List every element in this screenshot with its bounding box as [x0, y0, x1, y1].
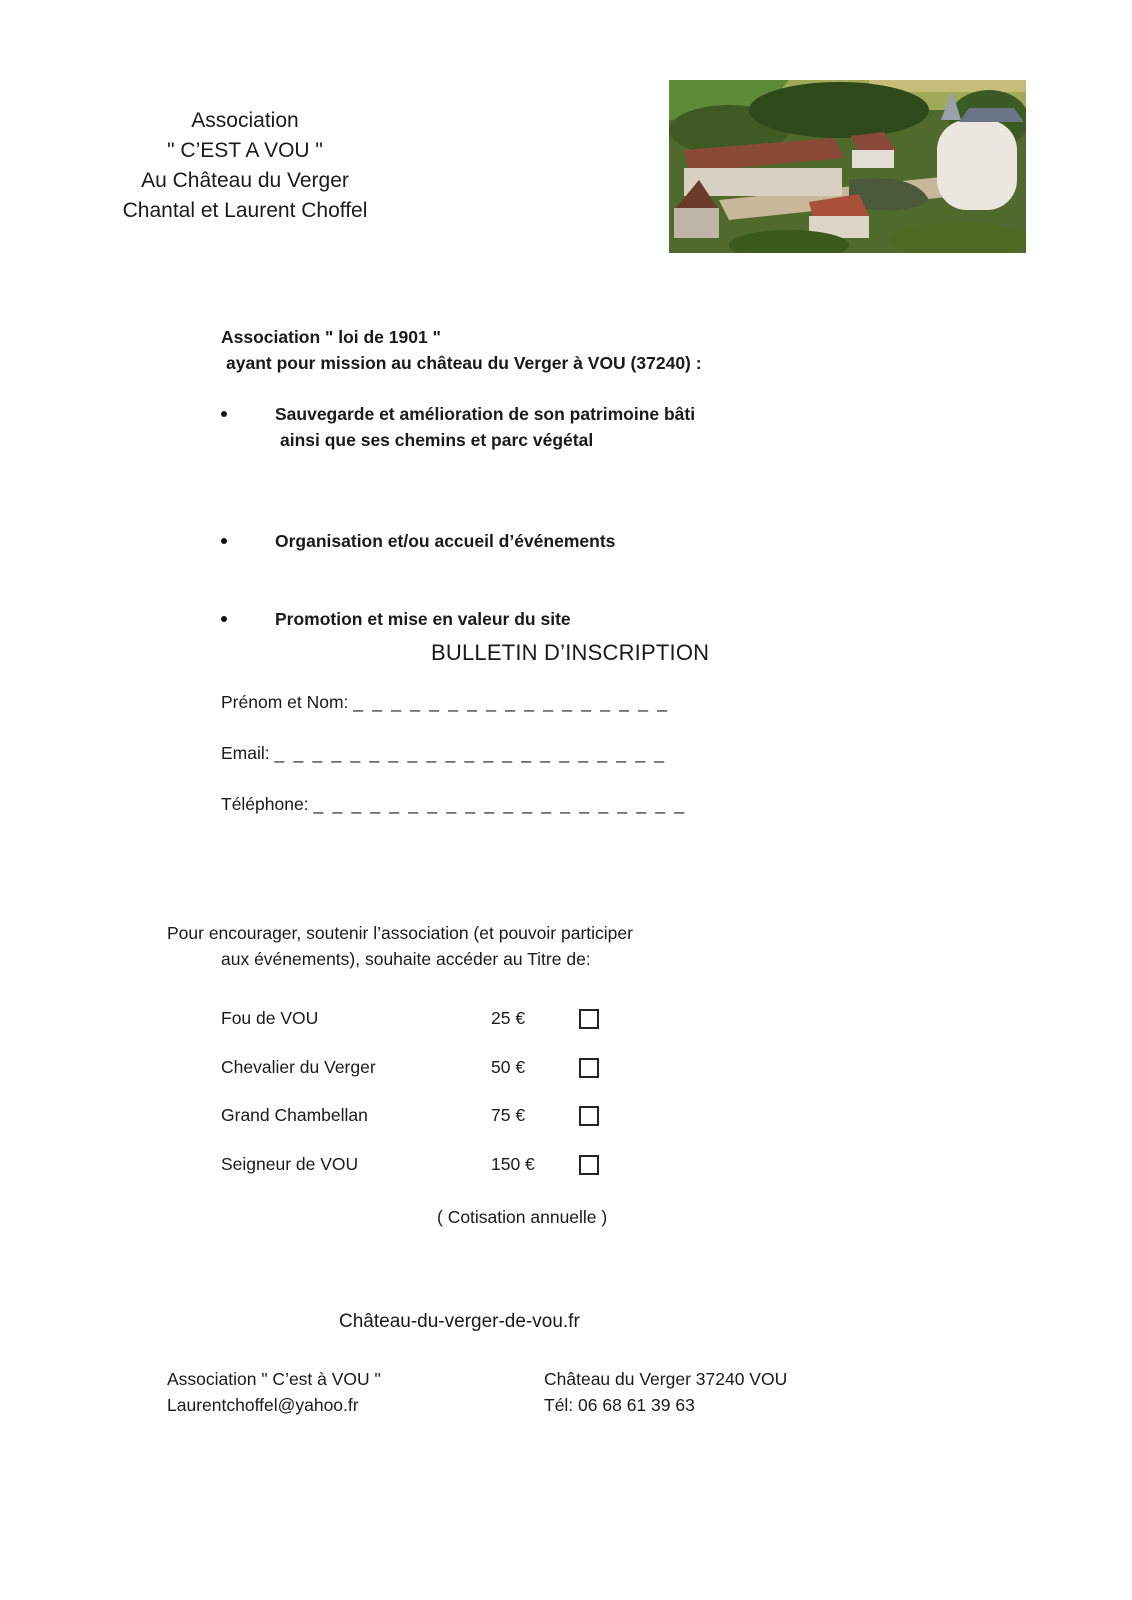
tier-price: 25 € [491, 1008, 526, 1028]
email-field[interactable] [221, 743, 666, 764]
phone-field-label: Téléphone: [221, 794, 309, 814]
bullet-heritage [221, 401, 695, 453]
tier-checkbox[interactable] [579, 1155, 599, 1175]
header-line: Association [191, 109, 299, 132]
mission-line-1: Association " loi de 1901 " [221, 327, 441, 347]
tier-checkbox[interactable] [579, 1106, 599, 1126]
footer-email[interactable]: Laurentchoffel@yahoo.fr [167, 1395, 359, 1415]
bullet-text: Promotion et mise en valeur du site [275, 609, 571, 629]
tier-price: 50 € [491, 1057, 526, 1077]
bullet-promotion [221, 606, 695, 632]
bullet-icon [221, 538, 227, 544]
mission-statement [221, 324, 702, 376]
tier-price: 75 € [491, 1105, 526, 1125]
tier-checkbox[interactable] [579, 1009, 599, 1029]
bullet-icon [221, 411, 227, 417]
intro-line-1: Pour encourager, soutenir l’association (et pouvoir participer [167, 923, 633, 943]
form-title: BULLETIN D’INSCRIPTION [431, 640, 710, 665]
footer-phone: Tél: 06 68 61 39 63 [544, 1395, 695, 1415]
tier-name: Grand Chambellan [221, 1105, 368, 1125]
association-header [100, 106, 390, 226]
tier-row-chevalier-du-verger [221, 1057, 621, 1083]
footer-address: Château du Verger 37240 VOU [544, 1369, 788, 1389]
tier-price: 150 € [491, 1154, 535, 1174]
tier-name: Chevalier du Verger [221, 1057, 376, 1077]
tier-row-seigneur-de-vou [221, 1154, 621, 1180]
tier-row-fou-de-vou [221, 1008, 621, 1034]
tier-row-grand-chambellan [221, 1105, 621, 1131]
footer-association-name: Association " C’est à VOU " [167, 1369, 381, 1389]
bullet-text: Organisation et/ou accueil d’événements [275, 531, 616, 551]
name-field-label: Prénom et Nom: [221, 692, 349, 712]
mission-line-2: ayant pour mission au château du Verger à VOU (37240) : [226, 353, 702, 373]
footer-contact-left [167, 1366, 381, 1418]
bullet-text-continued: ainsi que ses chemins et parc végétal [280, 430, 594, 450]
header-line: Au Château du Verger [141, 169, 349, 192]
chateau-photo-icon [669, 80, 1026, 253]
website-link[interactable]: Château-du-verger-de-vou.fr [339, 1311, 580, 1332]
bullet-icon [221, 616, 227, 622]
intro-line-2: aux événements), souhaite accéder au Titre de: [221, 949, 591, 969]
annual-fee-note: ( Cotisation annuelle ) [437, 1207, 608, 1227]
bullet-text: Sauvegarde et amélioration de son patrimoine bâti [275, 404, 696, 424]
chateau-aerial-photo [669, 80, 1026, 253]
mission-bullet-list [221, 401, 696, 629]
footer-contact-right [544, 1366, 787, 1418]
membership-intro [167, 920, 633, 972]
phone-field[interactable] [221, 794, 686, 815]
bullet-events [221, 528, 695, 554]
tier-name: Fou de VOU [221, 1008, 319, 1028]
header-line: Chantal et Laurent Choffel [122, 199, 368, 222]
tier-name: Seigneur de VOU [221, 1154, 359, 1174]
email-field-label: Email: [221, 743, 270, 763]
phone-field-blank[interactable]: _ _ _ _ _ _ _ _ _ _ _ _ _ _ _ _ _ _ _ _ [313, 794, 687, 814]
email-field-blank[interactable]: _ _ _ _ _ _ _ _ _ _ _ _ _ _ _ _ _ _ _ _ _ [274, 743, 667, 763]
header-line: " C’EST A VOU " [167, 139, 323, 162]
name-field[interactable] [221, 692, 669, 713]
tier-checkbox[interactable] [579, 1058, 599, 1078]
name-field-blank[interactable]: _ _ _ _ _ _ _ _ _ _ _ _ _ _ _ _ _ [353, 692, 670, 712]
